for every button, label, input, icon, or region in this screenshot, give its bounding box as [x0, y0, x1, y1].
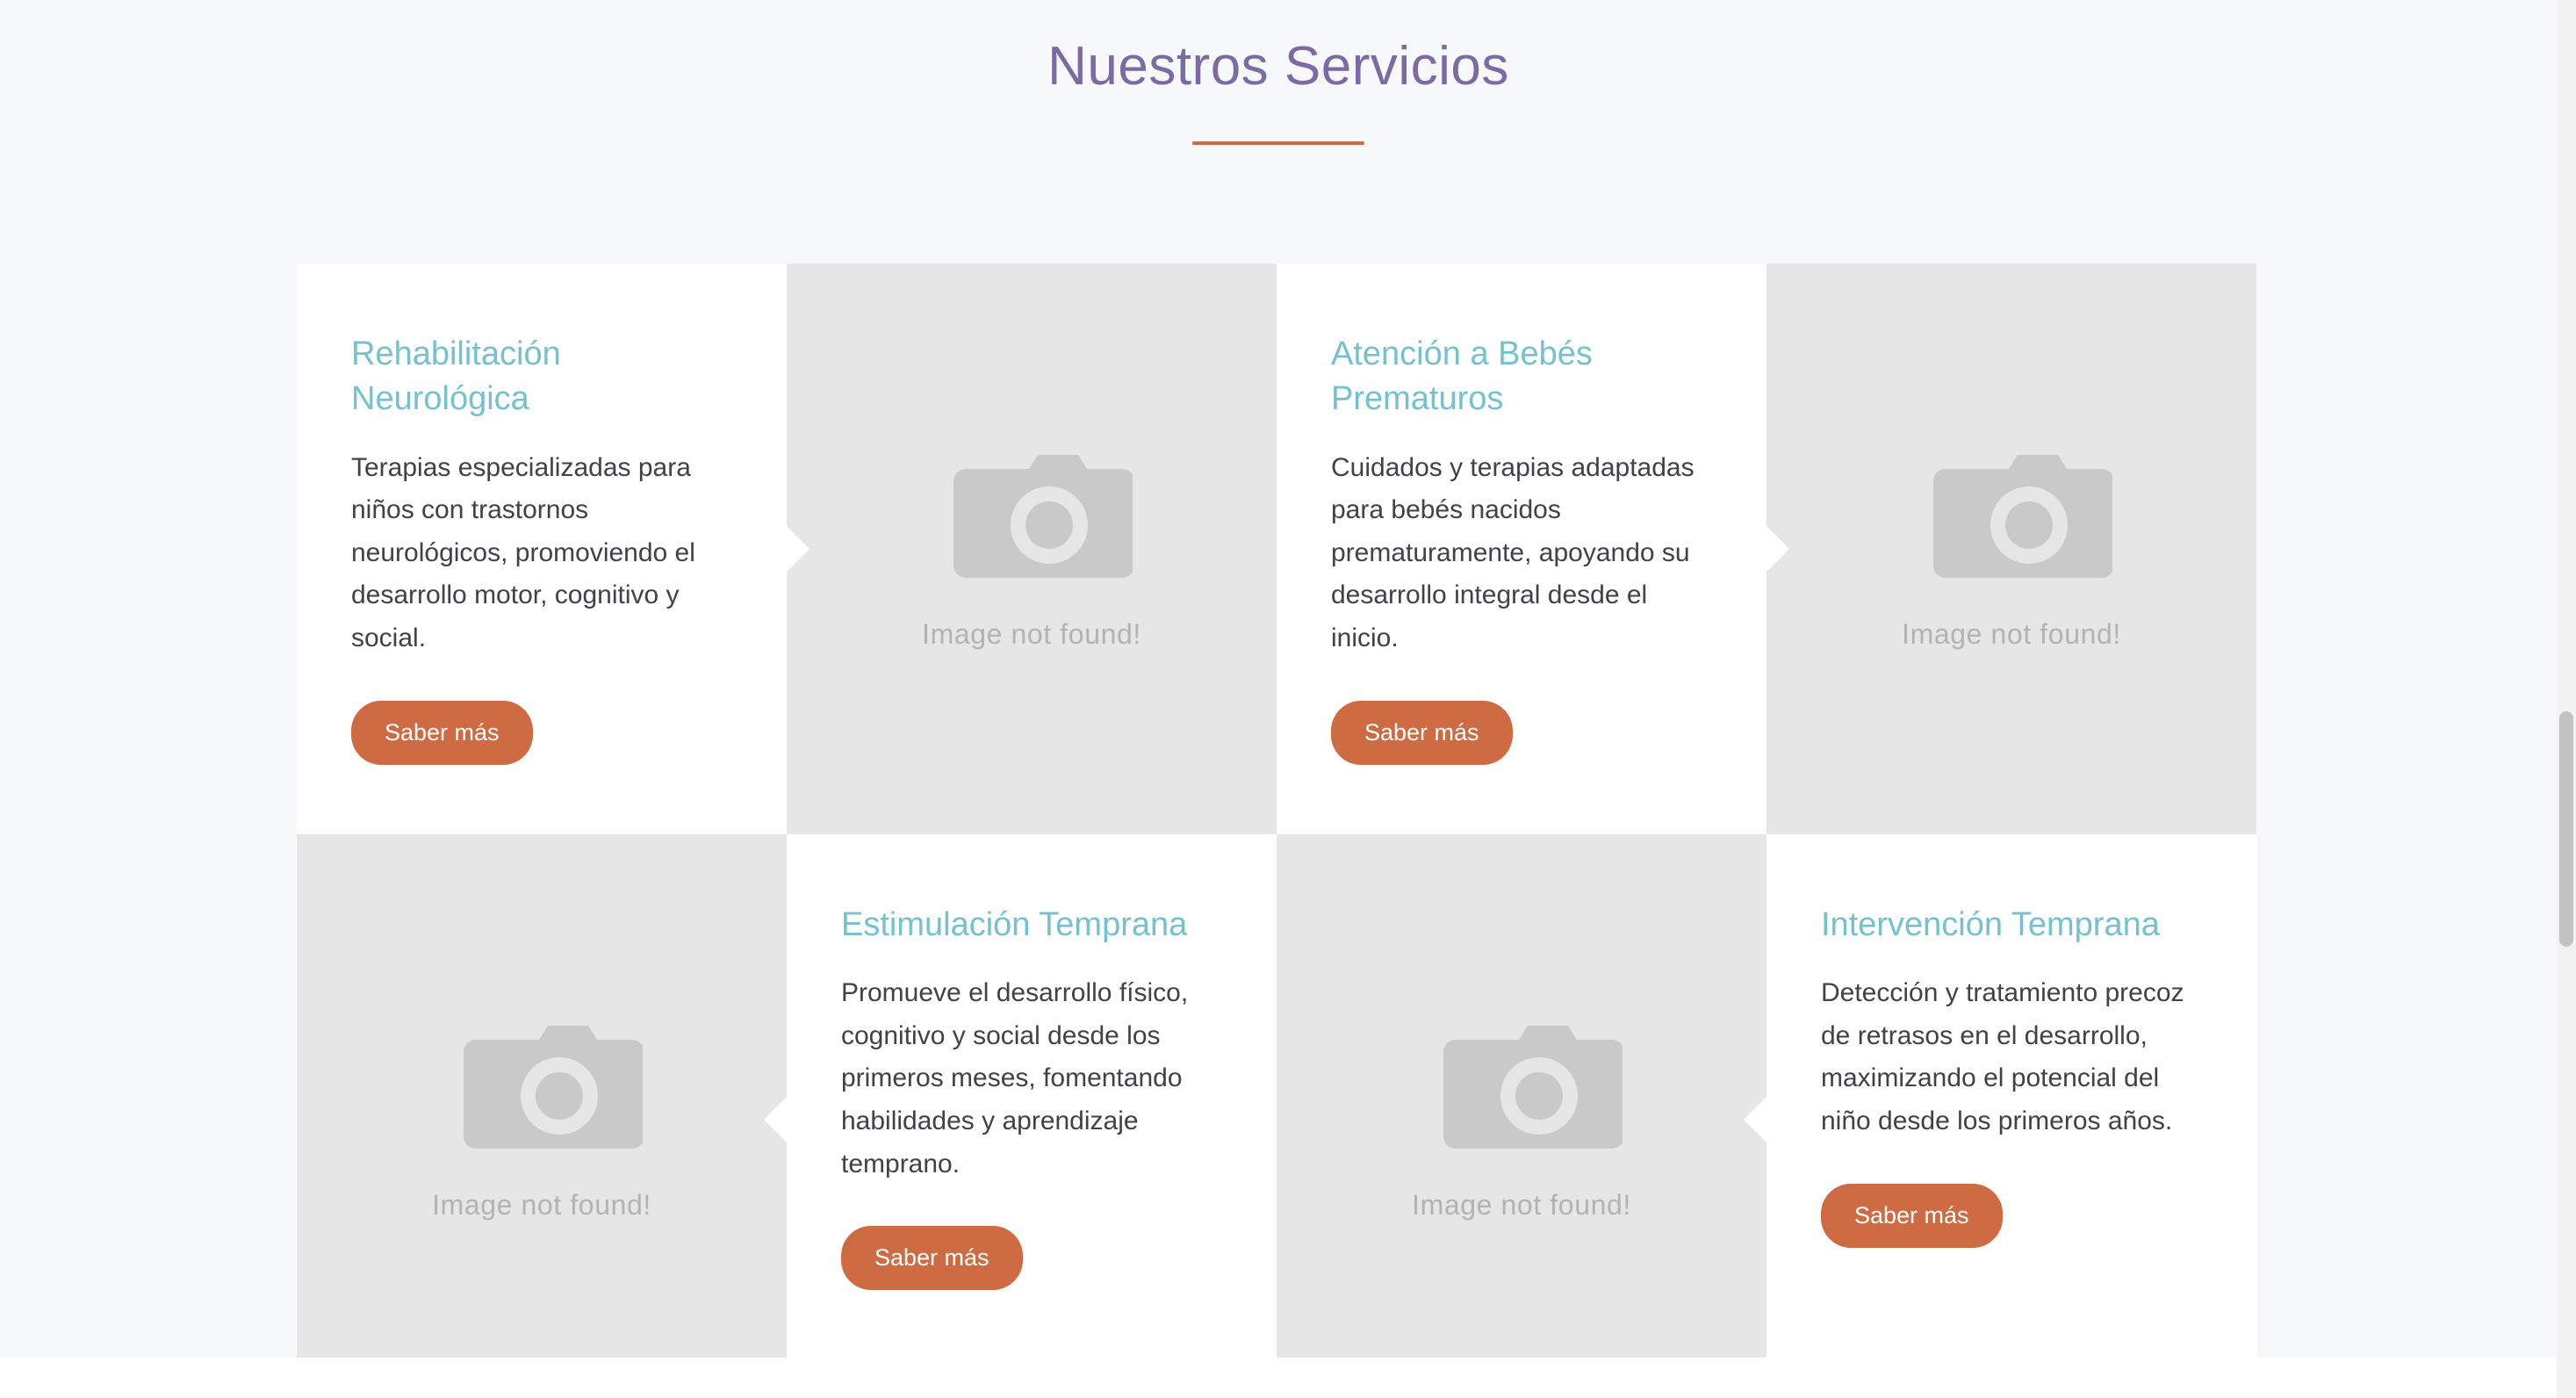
pointer-notch-icon: [1767, 526, 1789, 572]
image-placeholder-caption: Image not found!: [922, 617, 1141, 650]
service-card-text-intervencion-temprana: [1767, 834, 2256, 1398]
image-placeholder-caption: Image not found!: [432, 1188, 651, 1221]
image-placeholder: [432, 1019, 651, 1221]
image-placeholder-caption: Image not found!: [1412, 1188, 1631, 1221]
image-placeholder: [922, 448, 1141, 651]
saber-mas-button[interactable]: Saber más: [841, 1226, 1023, 1290]
section-header: [0, 0, 2557, 145]
scrollbar-thumb[interactable]: [2559, 711, 2573, 947]
service-card-text-atencion-bebes-prematuros: [1277, 263, 1767, 834]
page-title: Nuestros Servicios: [1047, 36, 1509, 97]
camera-icon: [1421, 1019, 1623, 1168]
service-title: Intervención Temprana: [1821, 906, 2160, 943]
service-image-intervencion-temprana: [1277, 834, 1767, 1398]
title-divider: [1192, 141, 1364, 145]
service-image-rehabilitacion-neurologica: [787, 263, 1277, 834]
service-card-text-estimulacion-temprana: [787, 834, 1277, 1398]
camera-icon: [1910, 448, 2112, 597]
service-image-atencion-bebes-prematuros: [1767, 263, 2256, 834]
services-grid: [297, 263, 2256, 1398]
saber-mas-button[interactable]: Saber más: [351, 701, 533, 765]
vertical-scrollbar[interactable]: [2557, 0, 2576, 1398]
service-description: Detección y tratamiento precoz de retrasos en el desarrollo, maximizando el potencial del niño desde los primeros años.: [1821, 978, 2184, 1136]
camera-icon: [441, 1019, 643, 1168]
page-bottom-strip: [0, 1358, 2557, 1398]
service-card-text-rehabilitacion-neurologica: [297, 263, 787, 834]
service-description: Promueve el desarrollo físico, cognitivo y social desde los primeros meses, fomentando habilidades y aprendizaje temprano.: [841, 978, 1189, 1178]
pointer-notch-icon: [764, 1097, 787, 1142]
pointer-notch-icon: [1744, 1097, 1767, 1142]
service-title: Atención a Bebés Prematuros: [1331, 335, 1593, 418]
image-placeholder-caption: Image not found!: [1902, 617, 2121, 650]
image-placeholder: [1412, 1019, 1631, 1221]
saber-mas-button[interactable]: Saber más: [1331, 701, 1513, 765]
service-description: Cuidados y terapias adaptadas para bebés nacidos prematuramente, apoyando su desarrollo integral desde el inicio.: [1331, 452, 1695, 652]
service-description: Terapias especializadas para niños con trastornos neurológicos, promoviendo el desarrollo motor, cognitivo y social.: [351, 452, 695, 652]
service-image-estimulacion-temprana: [297, 834, 787, 1398]
service-title: Rehabilitación Neurológica: [351, 335, 561, 418]
image-placeholder: [1902, 448, 2121, 651]
camera-icon: [931, 448, 1133, 597]
pointer-notch-icon: [787, 526, 809, 572]
saber-mas-button[interactable]: Saber más: [1821, 1184, 2003, 1248]
service-title: Estimulación Temprana: [841, 906, 1188, 943]
